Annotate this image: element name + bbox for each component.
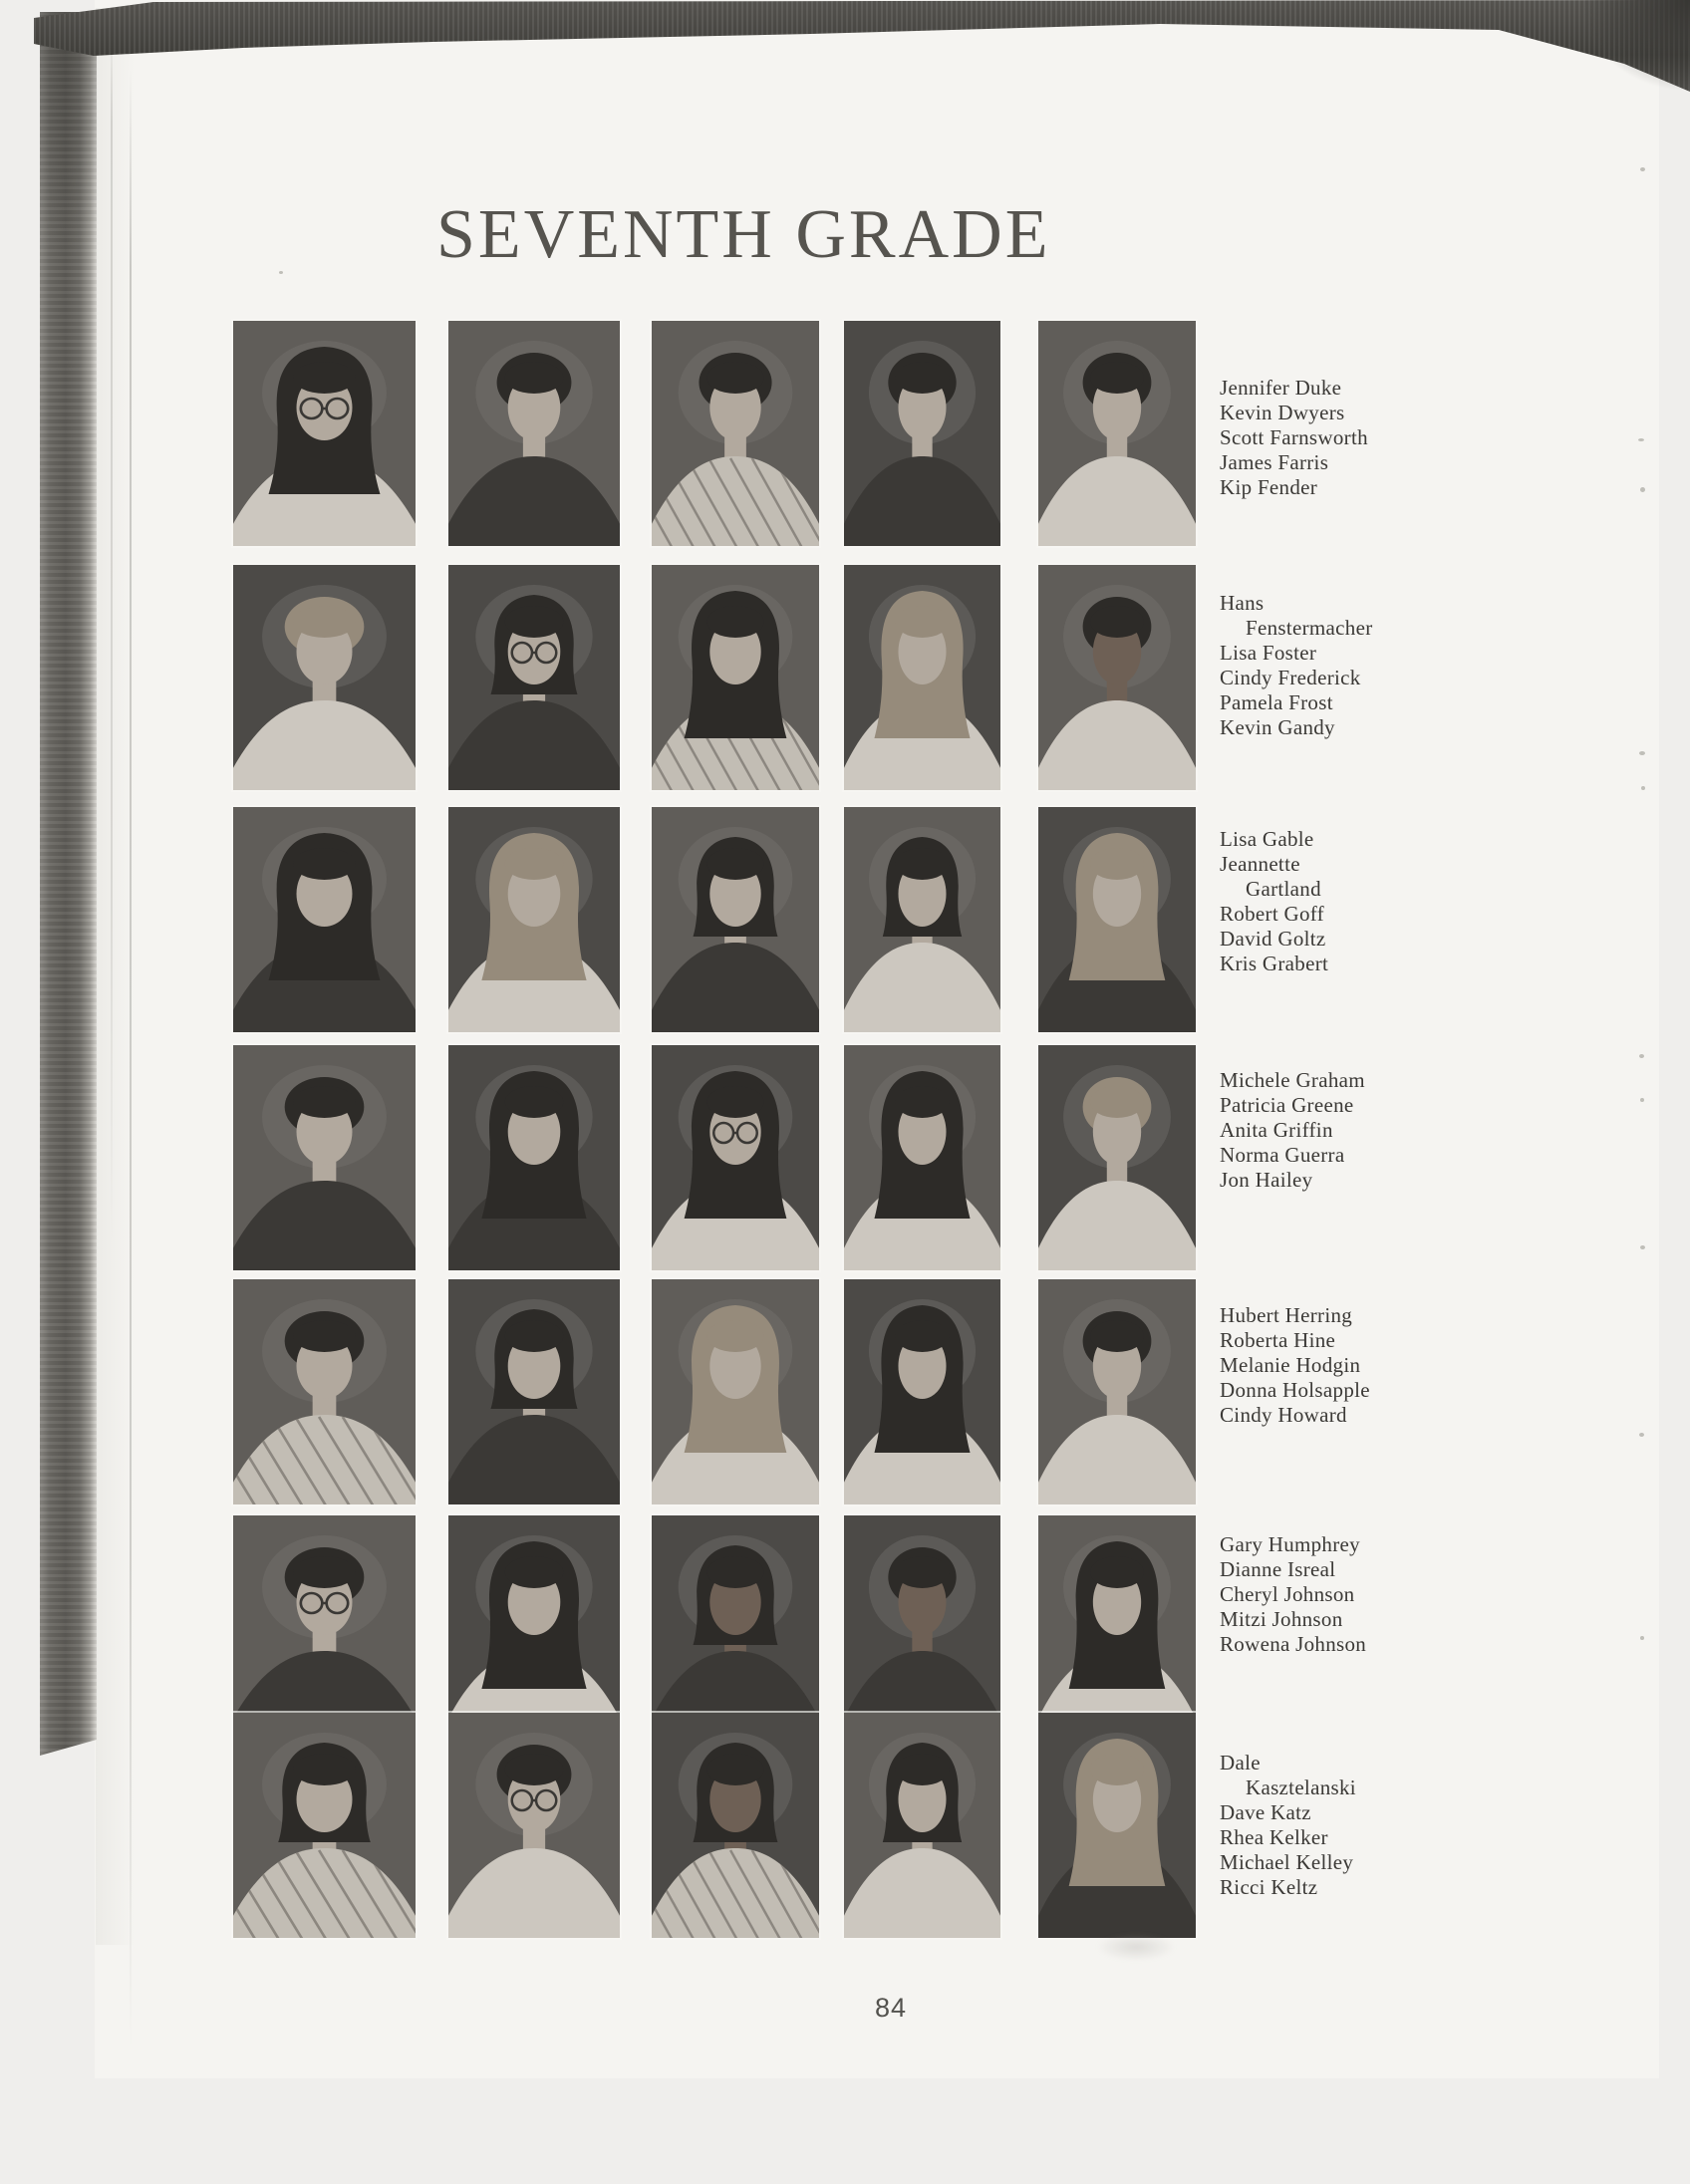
student-name-line: Kevin Gandy <box>1220 715 1335 739</box>
student-name-line: Dale <box>1220 1751 1261 1774</box>
scan-speck <box>1640 1636 1644 1640</box>
student-photo <box>844 321 1000 546</box>
student-name-line: Pamela Frost <box>1220 690 1333 714</box>
student-name-line: Kasztelanski <box>1246 1775 1356 1799</box>
student-name-line: Kris Grabert <box>1220 952 1329 975</box>
student-name-line: Roberta Hine <box>1220 1328 1336 1352</box>
student-photo <box>1038 565 1196 790</box>
student-name-line: Mitzi Johnson <box>1220 1607 1343 1631</box>
scan-speck <box>1641 786 1645 790</box>
row-name-list <box>1220 1532 1529 1657</box>
page-edge-strip <box>96 8 141 1945</box>
student-name-line: Michele Graham <box>1220 1068 1365 1092</box>
student-photo <box>448 1515 620 1741</box>
scan-speck <box>1638 438 1644 441</box>
student-name-line: Lisa Gable <box>1220 827 1314 851</box>
book-binding-edge <box>40 12 97 1756</box>
student-photo <box>233 1713 416 1938</box>
student-name-line: Norma Guerra <box>1220 1143 1345 1167</box>
scan-speck <box>1639 1054 1644 1058</box>
row-name-list <box>1220 1303 1529 1428</box>
student-photo <box>844 1515 1000 1741</box>
student-photo <box>844 1045 1000 1270</box>
student-photo <box>652 1045 819 1270</box>
student-photo <box>448 1279 620 1504</box>
student-photo <box>1038 1045 1196 1270</box>
page-corner-shadow <box>1584 0 1690 90</box>
student-name-line: Gartland <box>1246 877 1321 901</box>
student-photo <box>652 1713 819 1938</box>
student-photo <box>844 565 1000 790</box>
student-name-line: Dianne Isreal <box>1220 1557 1336 1581</box>
student-name-line: Hans <box>1220 591 1265 615</box>
student-photo <box>233 1515 416 1741</box>
student-photo <box>844 1279 1000 1504</box>
student-name-line: Cheryl Johnson <box>1220 1582 1355 1606</box>
student-name-line: Rhea Kelker <box>1220 1825 1328 1849</box>
student-photo <box>233 1279 416 1504</box>
scan-speck <box>1640 487 1645 492</box>
student-name-line: Hubert Herring <box>1220 1303 1353 1327</box>
student-name-line: Patricia Greene <box>1220 1093 1354 1117</box>
student-photo <box>1038 1515 1196 1741</box>
page-edge-line <box>111 24 113 1239</box>
student-name-line: Ricci Keltz <box>1220 1875 1318 1899</box>
student-name-line: James Farris <box>1220 450 1329 474</box>
student-name-line: Rowena Johnson <box>1220 1632 1367 1656</box>
student-photo <box>233 807 416 1032</box>
student-photo <box>652 807 819 1032</box>
scan-speck <box>1640 1245 1645 1249</box>
student-name-line: Jennifer Duke <box>1220 376 1342 400</box>
student-photo <box>448 565 620 790</box>
student-name-line: Kip Fender <box>1220 475 1318 499</box>
student-name-line: Jeannette <box>1220 852 1300 876</box>
page-title: SEVENTH GRADE <box>436 196 1051 273</box>
student-photo <box>652 565 819 790</box>
page-edge-line <box>130 70 132 2048</box>
student-name-line: Scott Farnsworth <box>1220 425 1368 449</box>
student-name-line: Donna Holsapple <box>1220 1378 1370 1402</box>
student-photo <box>652 321 819 546</box>
student-name-line: Anita Griffin <box>1220 1118 1333 1142</box>
scan-speck <box>1640 1098 1644 1102</box>
student-name-line: Cindy Howard <box>1220 1403 1347 1427</box>
student-photo <box>844 1713 1000 1938</box>
student-name-line: Fenstermacher <box>1246 616 1373 640</box>
scan-speck <box>1639 751 1645 755</box>
student-name-line: Cindy Frederick <box>1220 666 1361 689</box>
row-name-list <box>1220 1068 1529 1193</box>
student-photo <box>652 1279 819 1504</box>
student-photo <box>233 565 416 790</box>
student-name-line: Michael Kelley <box>1220 1850 1354 1874</box>
student-name-line: Jon Hailey <box>1220 1168 1313 1192</box>
page-number: 84 <box>875 1993 908 2023</box>
scan-speck <box>1639 1433 1644 1437</box>
scan-speck <box>1640 167 1645 171</box>
student-photo <box>448 807 620 1032</box>
student-photo <box>233 321 416 546</box>
student-name-line: Gary Humphrey <box>1220 1532 1360 1556</box>
student-photo <box>1038 807 1196 1032</box>
student-name-line: Robert Goff <box>1220 902 1324 926</box>
student-photo <box>652 1515 819 1741</box>
student-name-line: Dave Katz <box>1220 1800 1311 1824</box>
student-photo <box>448 1713 620 1938</box>
student-name-line: Melanie Hodgin <box>1220 1353 1361 1377</box>
student-photo <box>1038 1279 1196 1504</box>
student-photo <box>448 1045 620 1270</box>
student-name-line: Lisa Foster <box>1220 641 1317 665</box>
student-name-line: Kevin Dwyers <box>1220 401 1345 424</box>
scan-speck <box>279 271 283 274</box>
row-name-list <box>1220 827 1529 976</box>
student-photo <box>1038 1713 1196 1938</box>
student-photo <box>233 1045 416 1270</box>
row-name-list <box>1220 1751 1529 1900</box>
row-name-list <box>1220 591 1529 740</box>
student-photo <box>844 807 1000 1032</box>
student-photo <box>448 321 620 546</box>
student-name-line: David Goltz <box>1220 927 1326 951</box>
scan-smudge <box>1096 1933 1176 1961</box>
row-name-list <box>1220 376 1529 500</box>
student-photo <box>1038 321 1196 546</box>
